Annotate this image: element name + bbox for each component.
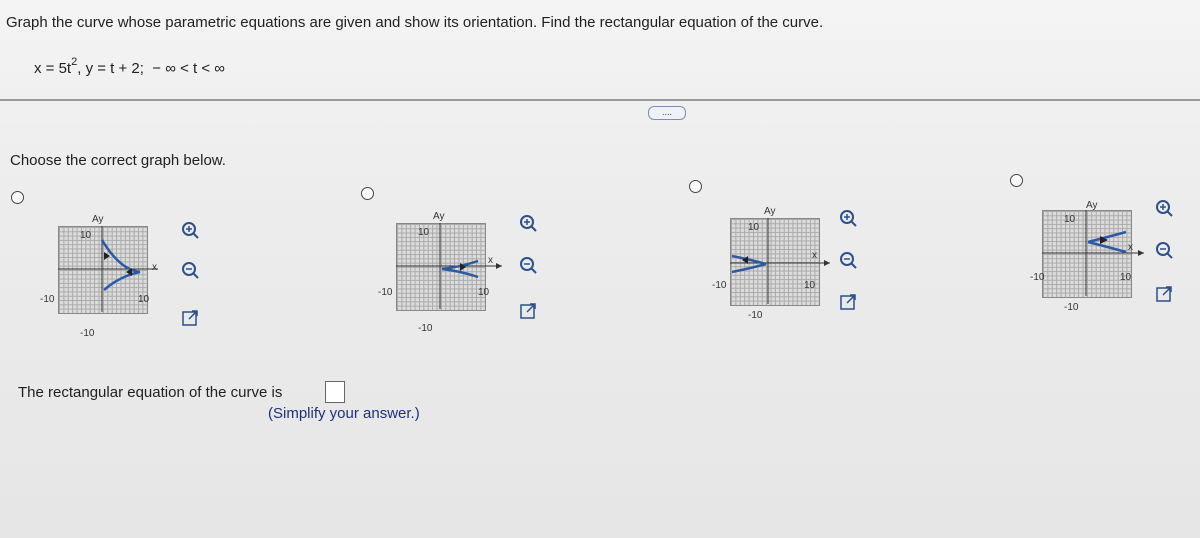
expand-icon[interactable]	[838, 292, 858, 312]
zoom-out-icon[interactable]	[838, 250, 858, 270]
section-divider	[0, 99, 1200, 101]
x-axis-label: x	[1128, 242, 1133, 253]
y-axis-label: Ay	[764, 206, 776, 217]
zoom-out-icon[interactable]	[518, 255, 538, 275]
answer-label: The rectangular equation of the curve is	[18, 384, 283, 401]
equation-exponent: 2	[71, 56, 78, 68]
y-axis-label: Ay	[433, 211, 445, 222]
tick-top: 10	[1064, 214, 1076, 225]
option-b-radio[interactable]	[361, 187, 374, 200]
graph-curve	[1030, 192, 1200, 332]
tick-top: 10	[748, 222, 760, 233]
graph-curve	[712, 198, 892, 338]
y-axis-label: Ay	[1086, 200, 1098, 211]
more-button[interactable]: ....	[648, 106, 686, 120]
option-a-graph	[40, 210, 220, 350]
tick-top: 10	[80, 230, 92, 241]
tick-right: 10	[138, 294, 150, 305]
expand-icon[interactable]	[1154, 284, 1174, 304]
equation-y: , y = t + 2;	[77, 60, 144, 77]
tick-bottom: -10	[1064, 302, 1079, 313]
tick-right: 10	[804, 280, 816, 291]
zoom-out-icon[interactable]	[180, 260, 200, 280]
tick-bottom: -10	[748, 310, 763, 321]
zoom-out-icon[interactable]	[1154, 240, 1174, 260]
tick-right: 10	[1120, 272, 1132, 283]
answer-input[interactable]	[325, 381, 345, 403]
option-c-graph	[712, 198, 892, 338]
option-b-graph	[378, 205, 558, 345]
tick-left: -10	[1030, 272, 1045, 283]
tick-bottom: -10	[418, 323, 433, 334]
parametric-equation	[34, 58, 225, 77]
tick-left: -10	[40, 294, 55, 305]
choose-prompt: Choose the correct graph below.	[10, 152, 226, 169]
x-axis-label: x	[488, 255, 493, 266]
option-d-radio[interactable]	[1010, 174, 1023, 187]
zoom-in-icon[interactable]	[1154, 198, 1174, 218]
option-a-radio[interactable]	[11, 191, 24, 204]
x-axis-label: x	[152, 262, 157, 273]
tick-left: -10	[712, 280, 727, 291]
tick-right: 10	[478, 287, 490, 298]
zoom-in-icon[interactable]	[518, 213, 538, 233]
expand-icon[interactable]	[180, 308, 200, 328]
expand-icon[interactable]	[518, 301, 538, 321]
question-title: Graph the curve whose parametric equations are given and show its orientation. Find the rectangular equation of the curve.	[6, 14, 824, 31]
tick-top: 10	[418, 227, 430, 238]
y-axis-label: Ay	[92, 214, 104, 225]
tick-bottom: -10	[80, 328, 95, 339]
simplify-hint: (Simplify your answer.)	[268, 405, 420, 422]
x-axis-label: x	[812, 250, 817, 261]
option-c-radio[interactable]	[689, 180, 702, 193]
zoom-in-icon[interactable]	[838, 208, 858, 228]
equation-range: − ∞ < t < ∞	[152, 60, 225, 77]
tick-left: -10	[378, 287, 393, 298]
zoom-in-icon[interactable]	[180, 220, 200, 240]
option-d-graph	[1030, 192, 1200, 332]
equation-x: x = 5t	[34, 60, 72, 77]
